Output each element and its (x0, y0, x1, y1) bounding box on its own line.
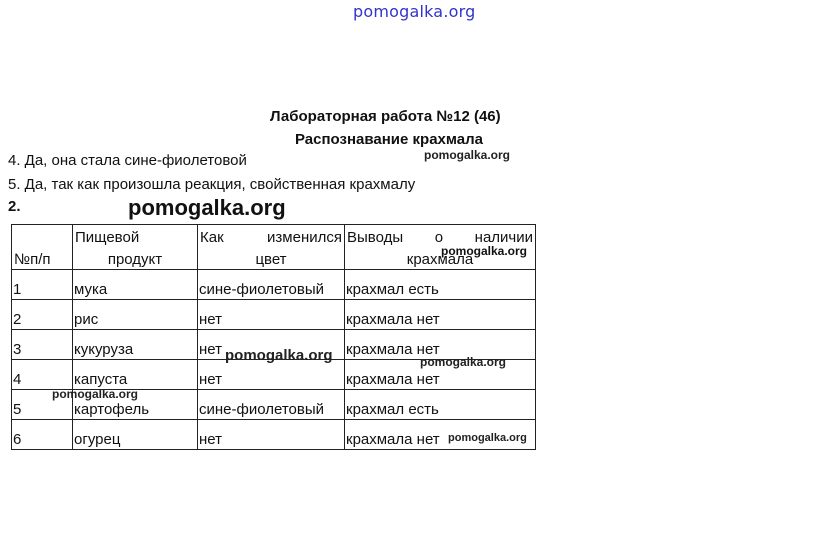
header-conclusion (345, 225, 536, 270)
cell-product: капуста (73, 360, 198, 390)
watermark-row4-left: pomogalka.org (52, 387, 139, 401)
watermark-top: pomogalka.org (353, 2, 476, 21)
header-color (198, 225, 345, 270)
header-product (73, 225, 198, 270)
answer-5: 5. Да, так как произошла реакция, свойственная крахмалу (8, 176, 416, 193)
cell-color: сине-фиолетовый (198, 390, 345, 420)
cell-color: сине-фиолетовый (198, 270, 345, 300)
cell-product: мука (73, 270, 198, 300)
cell-result: крахмала нет (345, 330, 536, 360)
header-product-line1: Пищевой (75, 229, 140, 246)
watermark-row3-mid: pomogalka.org (225, 347, 333, 364)
watermark-row3-right: pomogalka.org (420, 355, 507, 369)
lab-subtitle: Распознавание крахмала (295, 131, 483, 148)
header-color-line1: Как изменился (200, 229, 342, 246)
watermark-under-title: pomogalka.org (424, 148, 511, 162)
cell-num: 3 (12, 330, 73, 360)
table-row (12, 270, 536, 300)
watermark-header: pomogalka.org (441, 244, 528, 258)
cell-num: 2 (12, 300, 73, 330)
cell-result: крахмала нет (345, 360, 536, 390)
cell-result: крахмал есть (345, 270, 536, 300)
answer-2-label: 2. (8, 198, 21, 215)
cell-result: крахмала нет (345, 420, 536, 450)
cell-num: 6 (12, 420, 73, 450)
cell-num: 4 (12, 360, 73, 390)
header-num (12, 225, 73, 270)
cell-product: огурец (73, 420, 198, 450)
header-conclusion-line1: Выводы о наличии (347, 229, 533, 246)
lab-title: Лабораторная работа №12 (46) (270, 108, 501, 125)
results-table (11, 224, 536, 450)
watermark-row6-right: pomogalka.org (448, 432, 527, 444)
header-product-line2: продукт (107, 251, 163, 268)
cell-num: 5 (12, 390, 73, 420)
cell-result: крахмала нет (345, 300, 536, 330)
cell-product: рис (73, 300, 198, 330)
cell-product: картофель (73, 390, 198, 420)
cell-result: крахмал есть (345, 390, 536, 420)
cell-num: 1 (12, 270, 73, 300)
answer-4: 4. Да, она стала сине-фиолетовой (8, 152, 247, 169)
table-row (12, 300, 536, 330)
table-header-row (12, 225, 536, 270)
cell-color: нет (198, 330, 345, 360)
header-conclusion-line2: крахмала (406, 251, 474, 268)
header-num-label: №п/п (14, 251, 51, 268)
header-color-line2: цвет (255, 251, 287, 268)
cell-color: нет (198, 420, 345, 450)
cell-product: кукуруза (73, 330, 198, 360)
watermark-big: pomogalka.org (128, 195, 286, 220)
cell-color: нет (198, 360, 345, 390)
cell-color: нет (198, 300, 345, 330)
